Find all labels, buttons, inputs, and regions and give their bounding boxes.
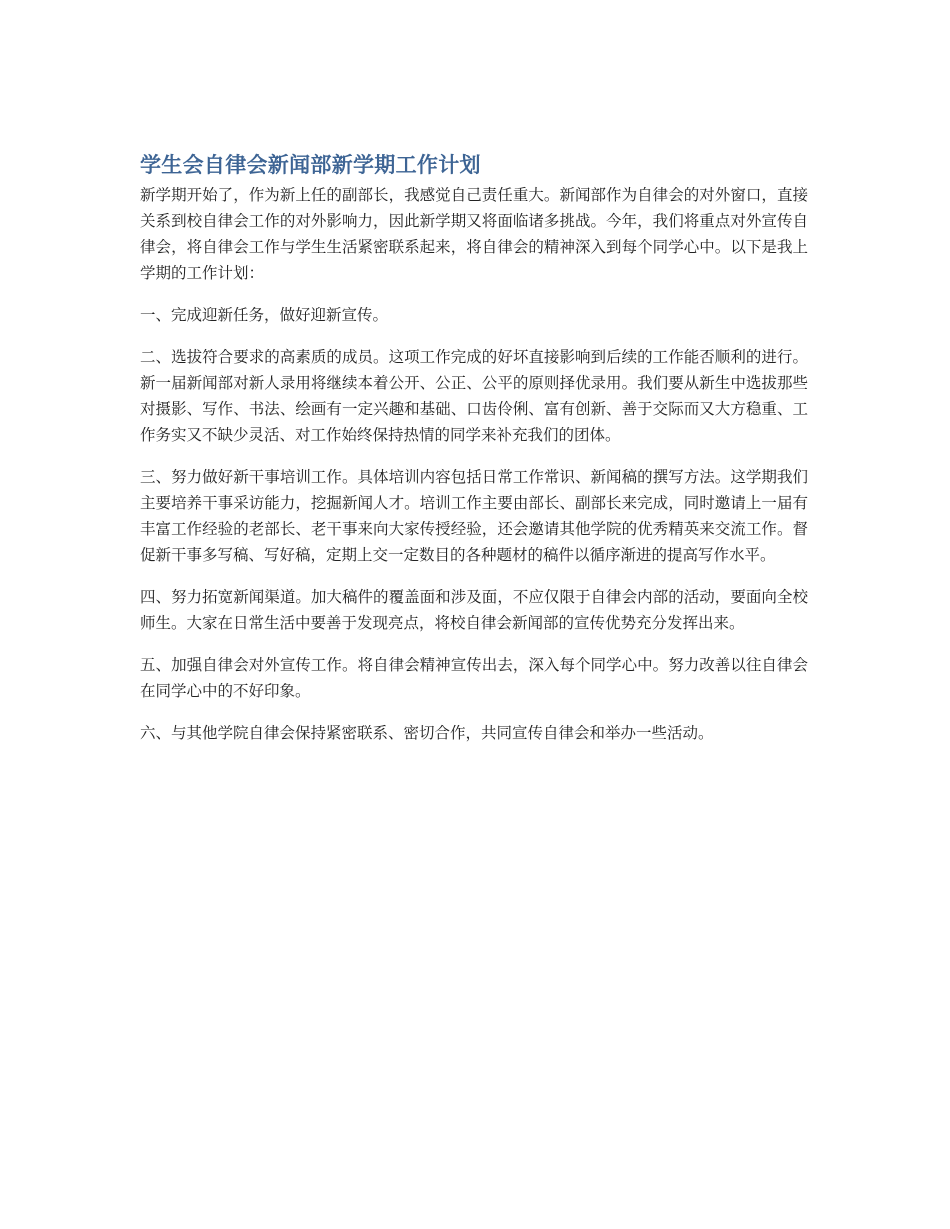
paragraph-item-2: 二、选拔符合要求的高素质的成员。这项工作完成的好坏直接影响到后续的工作能否顺利的进行。新一届新闻部对新人录用将继续本着公开、公正、公平的原则择优录用。我们要从新生中选拔那些对摄影、写作、书法、绘画有一定兴趣和基础、口齿伶俐、富有创新、善于交际而又大方稳重、工作务实又不缺少灵活、对工作始终保持热情的同学来补充我们的团体。 xyxy=(140,348,808,444)
paragraph-item-1: 一、完成迎新任务，做好迎新宣传。 xyxy=(140,306,389,324)
document-page xyxy=(140,150,808,762)
paragraph-item-4: 四、努力拓宽新闻渠道。加大稿件的覆盖面和涉及面，不应仅限于自律会内部的活动，要面向全校师生。大家在日常生活中要善于发现亮点，将校自律会新闻部的宣传优势充分发挥出来。 xyxy=(140,588,808,632)
paragraph-item-5: 五、加强自律会对外宣传工作。将自律会精神宣传出去，深入每个同学心中。努力改善以往自律会在同学心中的不好印象。 xyxy=(140,656,808,700)
paragraph-item-3: 三、努力做好新干事培训工作。具体培训内容包括日常工作常识、新闻稿的撰写方法。这学期我们主要培养干事采访能力，挖掘新闻人才。培训工作主要由部长、副部长来完成，同时邀请上一届有丰富工作经验的老部长、老干事来向大家传授经验，还会邀请其他学院的优秀精英来交流工作。督促新干事多写稿、写好稿，定期上交一定数目的各种题材的稿件以循序渐进的提高写作水平。 xyxy=(140,468,808,564)
paragraph-intro: 新学期开始了，作为新上任的副部长，我感觉自己责任重大。新闻部作为自律会的对外窗口，直接关系到校自律会工作的对外影响力，因此新学期又将面临诸多挑战。今年，我们将重点对外宣传自律会，将自律会工作与学生生活紧密联系起来，将自律会的精神深入到每个同学心中。以下是我上学期的工作计划： xyxy=(140,186,808,282)
paragraph-item-6: 六、与其他学院自律会保持紧密联系、密切合作，共同宣传自律会和举办一些活动。 xyxy=(140,724,714,742)
document-title: 学生会自律会新闻部新学期工作计划 xyxy=(140,153,481,177)
